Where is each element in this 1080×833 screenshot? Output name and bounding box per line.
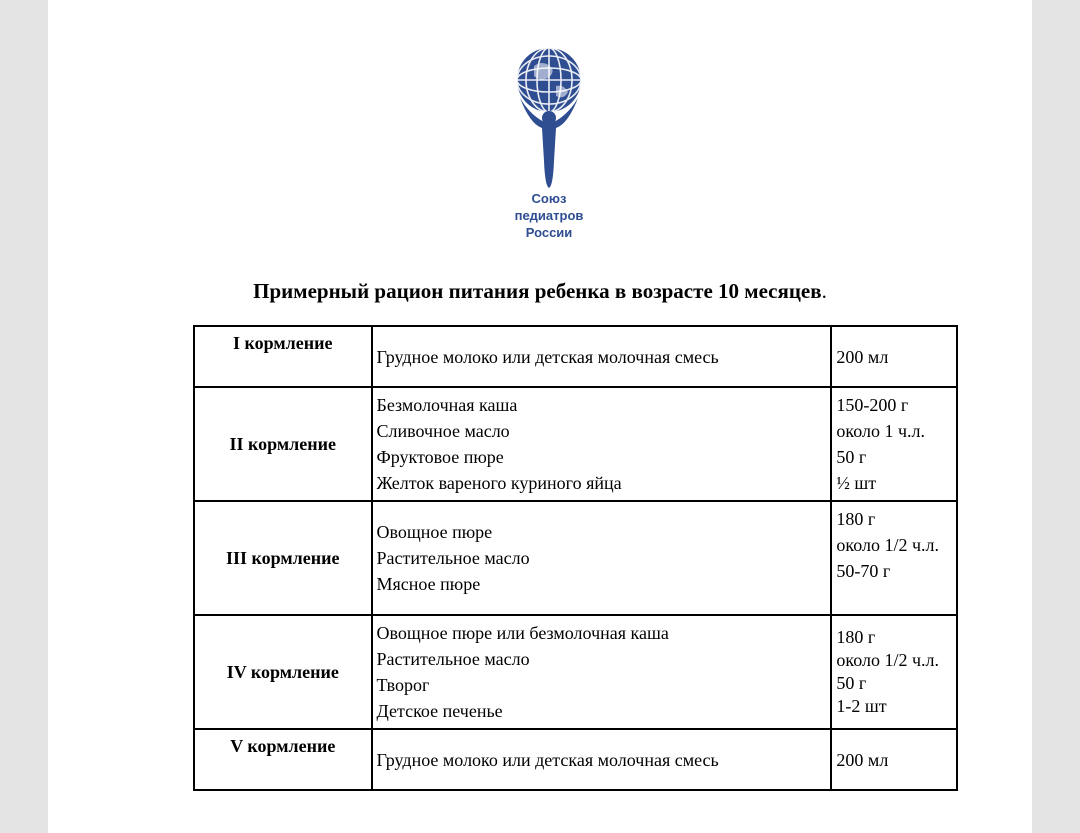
title-text: Примерный рацион питания ребенка в возрасте 10 месяцев [253, 279, 822, 303]
food-item: Растительное масло [376, 548, 530, 568]
amounts-cell [831, 729, 957, 790]
globe-figure-icon [490, 36, 608, 196]
document-title [0, 279, 1080, 304]
logo-caption-line: Союз [531, 191, 567, 206]
amount-item: около 1/2 ч.л. [836, 535, 940, 555]
food-item: Безмолочная каша [376, 395, 518, 415]
table-row [194, 501, 957, 615]
table-row [194, 387, 957, 501]
meal-name: V кормление [194, 729, 372, 790]
amount-item: около 1 ч.л. [836, 421, 926, 441]
amount-item: 50 г [836, 673, 867, 693]
foods-cell [372, 387, 832, 501]
meal-name: I кормление [194, 326, 372, 387]
foods-cell [372, 729, 832, 790]
diet-table [193, 325, 958, 791]
food-item: Овощное пюре [376, 522, 493, 542]
food-item: Растительное масло [376, 649, 530, 669]
foods-cell [372, 326, 832, 387]
amount-item: 50-70 г [836, 561, 891, 581]
logo-caption [490, 190, 608, 241]
logo-caption-line: педиатров [514, 208, 584, 223]
amounts-cell [831, 326, 957, 387]
table-row [194, 615, 957, 729]
meal-name: II кормление [194, 387, 372, 501]
amounts-cell [831, 387, 957, 501]
amount-item: 200 мл [836, 346, 889, 367]
food-item: Сливочное масло [376, 421, 510, 441]
amount-item: около 1/2 ч.л. [836, 650, 940, 670]
food-item: Фруктовое пюре [376, 447, 504, 467]
food-item: Мясное пюре [376, 574, 481, 594]
food-item: Желток вареного куриного яйца [376, 473, 622, 493]
foods-cell [372, 615, 832, 729]
food-item: Грудное молоко или детская молочная смесь [376, 346, 719, 367]
amount-item: 180 г [836, 509, 876, 529]
amount-item: 200 мл [836, 749, 889, 770]
amount-item: ½ шт [836, 473, 877, 493]
table-row [194, 729, 957, 790]
meal-name: III кормление [194, 501, 372, 615]
logo-caption-line: России [525, 225, 573, 240]
amount-item: 1-2 шт [836, 696, 887, 716]
amounts-cell [831, 615, 957, 729]
food-item: Детское печенье [376, 701, 503, 721]
food-item: Грудное молоко или детская молочная смесь [376, 749, 719, 770]
amounts-cell [831, 501, 957, 615]
union-of-pediatricians-logo [490, 36, 608, 246]
food-item: Овощное пюре или безмолочная каша [376, 623, 669, 643]
foods-cell [372, 501, 832, 615]
amount-item: 180 г [836, 627, 876, 647]
amount-item: 150-200 г [836, 395, 909, 415]
amount-item: 50 г [836, 447, 867, 467]
table-row [194, 326, 957, 387]
food-item: Творог [376, 675, 430, 695]
meal-name: IV кормление [194, 615, 372, 729]
title-period: . [821, 279, 827, 303]
